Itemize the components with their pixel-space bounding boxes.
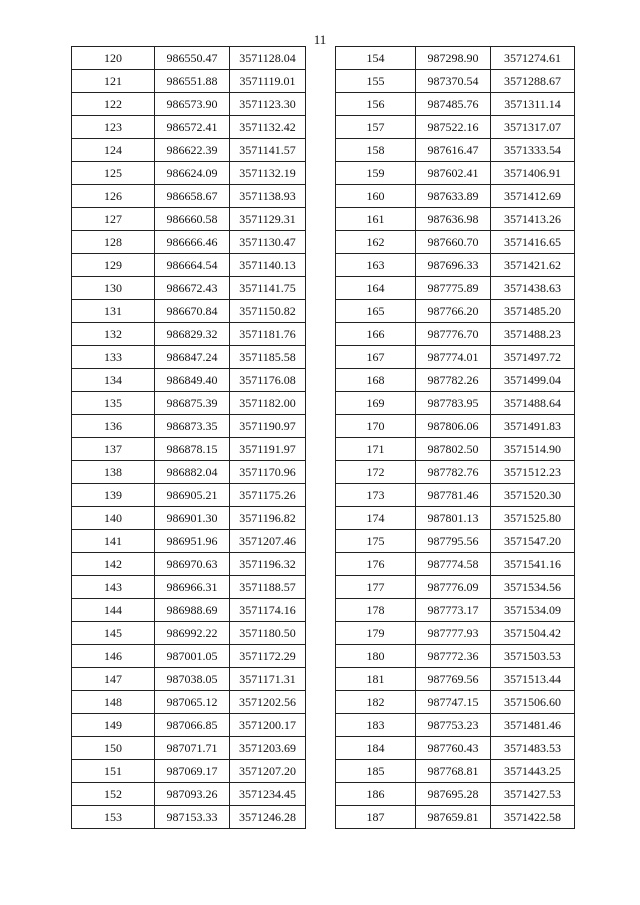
table-row <box>72 70 306 93</box>
x-coordinate-cell: 987775.89 <box>416 277 491 300</box>
point-number-cell: 166 <box>336 323 416 346</box>
y-coordinate-cell: 3571196.32 <box>230 553 306 576</box>
point-number-cell: 159 <box>336 162 416 185</box>
point-number-cell: 127 <box>72 208 155 231</box>
point-number-cell: 152 <box>72 783 155 806</box>
x-coordinate-cell: 986672.43 <box>155 277 230 300</box>
x-coordinate-cell: 986551.88 <box>155 70 230 93</box>
table-row <box>336 162 575 185</box>
point-number-cell: 153 <box>72 806 155 829</box>
x-coordinate-cell: 987774.01 <box>416 346 491 369</box>
table-row <box>72 231 306 254</box>
table-row <box>336 300 575 323</box>
point-number-cell: 186 <box>336 783 416 806</box>
y-coordinate-cell: 3571181.76 <box>230 323 306 346</box>
x-coordinate-cell: 986849.40 <box>155 369 230 392</box>
y-coordinate-cell: 3571485.20 <box>491 300 575 323</box>
point-number-cell: 145 <box>72 622 155 645</box>
point-number-cell: 126 <box>72 185 155 208</box>
table-row <box>336 415 575 438</box>
table-row <box>72 760 306 783</box>
x-coordinate-cell: 986875.39 <box>155 392 230 415</box>
table-row <box>72 530 306 553</box>
y-coordinate-cell: 3571274.61 <box>491 47 575 70</box>
x-coordinate-cell: 987806.06 <box>416 415 491 438</box>
point-number-cell: 148 <box>72 691 155 714</box>
table-row <box>72 438 306 461</box>
y-coordinate-cell: 3571175.26 <box>230 484 306 507</box>
point-number-cell: 144 <box>72 599 155 622</box>
y-coordinate-cell: 3571534.09 <box>491 599 575 622</box>
y-coordinate-cell: 3571541.16 <box>491 553 575 576</box>
y-coordinate-cell: 3571506.60 <box>491 691 575 714</box>
y-coordinate-cell: 3571130.47 <box>230 231 306 254</box>
point-number-cell: 121 <box>72 70 155 93</box>
x-coordinate-cell: 987485.76 <box>416 93 491 116</box>
x-coordinate-cell: 987773.17 <box>416 599 491 622</box>
table-row <box>336 231 575 254</box>
x-coordinate-cell: 987038.05 <box>155 668 230 691</box>
x-coordinate-cell: 987616.47 <box>416 139 491 162</box>
x-coordinate-cell: 987774.58 <box>416 553 491 576</box>
x-coordinate-cell: 986951.96 <box>155 530 230 553</box>
y-coordinate-cell: 3571246.28 <box>230 806 306 829</box>
y-coordinate-cell: 3571128.04 <box>230 47 306 70</box>
point-number-cell: 160 <box>336 185 416 208</box>
point-number-cell: 161 <box>336 208 416 231</box>
y-coordinate-cell: 3571202.56 <box>230 691 306 714</box>
point-number-cell: 128 <box>72 231 155 254</box>
y-coordinate-cell: 3571185.58 <box>230 346 306 369</box>
x-coordinate-cell: 986573.90 <box>155 93 230 116</box>
y-coordinate-cell: 3571491.83 <box>491 415 575 438</box>
table-row <box>336 139 575 162</box>
y-coordinate-cell: 3571138.93 <box>230 185 306 208</box>
y-coordinate-cell: 3571497.72 <box>491 346 575 369</box>
x-coordinate-cell: 986992.22 <box>155 622 230 645</box>
y-coordinate-cell: 3571132.19 <box>230 162 306 185</box>
y-coordinate-cell: 3571182.00 <box>230 392 306 415</box>
y-coordinate-cell: 3571406.91 <box>491 162 575 185</box>
table-row <box>336 553 575 576</box>
x-coordinate-cell: 986550.47 <box>155 47 230 70</box>
x-coordinate-cell: 986670.84 <box>155 300 230 323</box>
point-number-cell: 136 <box>72 415 155 438</box>
x-coordinate-cell: 987769.56 <box>416 668 491 691</box>
table-row <box>336 668 575 691</box>
y-coordinate-cell: 3571170.96 <box>230 461 306 484</box>
x-coordinate-cell: 986878.15 <box>155 438 230 461</box>
table-row <box>72 346 306 369</box>
x-coordinate-cell: 987782.76 <box>416 461 491 484</box>
y-coordinate-cell: 3571207.20 <box>230 760 306 783</box>
table-row <box>336 484 575 507</box>
x-coordinate-cell: 986660.58 <box>155 208 230 231</box>
y-coordinate-cell: 3571514.90 <box>491 438 575 461</box>
y-coordinate-cell: 3571141.75 <box>230 277 306 300</box>
y-coordinate-cell: 3571174.16 <box>230 599 306 622</box>
x-coordinate-cell: 986664.54 <box>155 254 230 277</box>
x-coordinate-cell: 987772.36 <box>416 645 491 668</box>
x-coordinate-cell: 987777.93 <box>416 622 491 645</box>
table-row <box>336 530 575 553</box>
point-number-cell: 156 <box>336 93 416 116</box>
y-coordinate-cell: 3571188.57 <box>230 576 306 599</box>
table-row <box>72 93 306 116</box>
table-row <box>72 162 306 185</box>
x-coordinate-cell: 986572.41 <box>155 116 230 139</box>
point-number-cell: 135 <box>72 392 155 415</box>
table-row <box>336 714 575 737</box>
y-coordinate-cell: 3571200.17 <box>230 714 306 737</box>
x-coordinate-cell: 986658.67 <box>155 185 230 208</box>
x-coordinate-cell: 986966.31 <box>155 576 230 599</box>
x-coordinate-cell: 986873.35 <box>155 415 230 438</box>
y-coordinate-cell: 3571140.13 <box>230 254 306 277</box>
table-row <box>72 277 306 300</box>
y-coordinate-cell: 3571413.26 <box>491 208 575 231</box>
point-number-cell: 157 <box>336 116 416 139</box>
y-coordinate-cell: 3571333.54 <box>491 139 575 162</box>
table-row <box>72 484 306 507</box>
x-coordinate-cell: 987776.09 <box>416 576 491 599</box>
x-coordinate-cell: 987602.41 <box>416 162 491 185</box>
y-coordinate-cell: 3571171.31 <box>230 668 306 691</box>
point-number-cell: 124 <box>72 139 155 162</box>
point-number-cell: 142 <box>72 553 155 576</box>
x-coordinate-cell: 986905.21 <box>155 484 230 507</box>
x-coordinate-cell: 987065.12 <box>155 691 230 714</box>
y-coordinate-cell: 3571488.64 <box>491 392 575 415</box>
y-coordinate-cell: 3571483.53 <box>491 737 575 760</box>
table-row <box>336 185 575 208</box>
y-coordinate-cell: 3571525.80 <box>491 507 575 530</box>
x-coordinate-cell: 986624.09 <box>155 162 230 185</box>
x-coordinate-cell: 987069.17 <box>155 760 230 783</box>
coordinates-table-right <box>335 46 575 829</box>
point-number-cell: 169 <box>336 392 416 415</box>
x-coordinate-cell: 987522.16 <box>416 116 491 139</box>
y-coordinate-cell: 3571503.53 <box>491 645 575 668</box>
point-number-cell: 171 <box>336 438 416 461</box>
table-row <box>336 576 575 599</box>
x-coordinate-cell: 987660.70 <box>416 231 491 254</box>
y-coordinate-cell: 3571547.20 <box>491 530 575 553</box>
table-row <box>72 507 306 530</box>
y-coordinate-cell: 3571203.69 <box>230 737 306 760</box>
x-coordinate-cell: 987753.23 <box>416 714 491 737</box>
y-coordinate-cell: 3571141.57 <box>230 139 306 162</box>
y-coordinate-cell: 3571150.82 <box>230 300 306 323</box>
y-coordinate-cell: 3571119.01 <box>230 70 306 93</box>
table-row <box>72 415 306 438</box>
point-number-cell: 179 <box>336 622 416 645</box>
x-coordinate-cell: 987768.81 <box>416 760 491 783</box>
y-coordinate-cell: 3571207.46 <box>230 530 306 553</box>
y-coordinate-cell: 3571190.97 <box>230 415 306 438</box>
table-row <box>336 461 575 484</box>
y-coordinate-cell: 3571422.58 <box>491 806 575 829</box>
y-coordinate-cell: 3571176.08 <box>230 369 306 392</box>
table-row <box>336 47 575 70</box>
x-coordinate-cell: 987066.85 <box>155 714 230 737</box>
point-number-cell: 125 <box>72 162 155 185</box>
table-row <box>336 208 575 231</box>
point-number-cell: 137 <box>72 438 155 461</box>
y-coordinate-cell: 3571196.82 <box>230 507 306 530</box>
y-coordinate-cell: 3571172.29 <box>230 645 306 668</box>
table-row <box>72 806 306 829</box>
point-number-cell: 120 <box>72 47 155 70</box>
point-number-cell: 130 <box>72 277 155 300</box>
table-row <box>336 369 575 392</box>
table-row <box>336 70 575 93</box>
table-row <box>336 806 575 829</box>
table-row <box>336 760 575 783</box>
point-number-cell: 184 <box>336 737 416 760</box>
table-row <box>72 208 306 231</box>
point-number-cell: 177 <box>336 576 416 599</box>
table-row <box>72 116 306 139</box>
point-number-cell: 129 <box>72 254 155 277</box>
point-number-cell: 176 <box>336 553 416 576</box>
table-row <box>72 323 306 346</box>
y-coordinate-cell: 3571488.23 <box>491 323 575 346</box>
x-coordinate-cell: 986901.30 <box>155 507 230 530</box>
x-coordinate-cell: 987071.71 <box>155 737 230 760</box>
y-coordinate-cell: 3571311.14 <box>491 93 575 116</box>
point-number-cell: 178 <box>336 599 416 622</box>
x-coordinate-cell: 986988.69 <box>155 599 230 622</box>
point-number-cell: 139 <box>72 484 155 507</box>
point-number-cell: 134 <box>72 369 155 392</box>
point-number-cell: 172 <box>336 461 416 484</box>
table-row <box>72 783 306 806</box>
table-row <box>72 599 306 622</box>
table-row <box>336 277 575 300</box>
table-row <box>72 139 306 162</box>
y-coordinate-cell: 3571288.67 <box>491 70 575 93</box>
y-coordinate-cell: 3571129.31 <box>230 208 306 231</box>
point-number-cell: 173 <box>336 484 416 507</box>
y-coordinate-cell: 3571504.42 <box>491 622 575 645</box>
y-coordinate-cell: 3571499.04 <box>491 369 575 392</box>
point-number-cell: 132 <box>72 323 155 346</box>
point-number-cell: 170 <box>336 415 416 438</box>
table-row <box>336 507 575 530</box>
point-number-cell: 182 <box>336 691 416 714</box>
y-coordinate-cell: 3571520.30 <box>491 484 575 507</box>
y-coordinate-cell: 3571180.50 <box>230 622 306 645</box>
y-coordinate-cell: 3571123.30 <box>230 93 306 116</box>
table-row <box>72 553 306 576</box>
point-number-cell: 149 <box>72 714 155 737</box>
point-number-cell: 164 <box>336 277 416 300</box>
table-row <box>72 645 306 668</box>
point-number-cell: 158 <box>336 139 416 162</box>
point-number-cell: 146 <box>72 645 155 668</box>
point-number-cell: 175 <box>336 530 416 553</box>
point-number-cell: 131 <box>72 300 155 323</box>
y-coordinate-cell: 3571427.53 <box>491 783 575 806</box>
y-coordinate-cell: 3571512.23 <box>491 461 575 484</box>
point-number-cell: 123 <box>72 116 155 139</box>
point-number-cell: 141 <box>72 530 155 553</box>
table-row <box>72 691 306 714</box>
x-coordinate-cell: 986829.32 <box>155 323 230 346</box>
y-coordinate-cell: 3571513.44 <box>491 668 575 691</box>
point-number-cell: 147 <box>72 668 155 691</box>
x-coordinate-cell: 987747.15 <box>416 691 491 714</box>
table-row <box>336 737 575 760</box>
point-number-cell: 180 <box>336 645 416 668</box>
table-row <box>336 116 575 139</box>
point-number-cell: 150 <box>72 737 155 760</box>
y-coordinate-cell: 3571412.69 <box>491 185 575 208</box>
table-row <box>72 737 306 760</box>
x-coordinate-cell: 987633.89 <box>416 185 491 208</box>
x-coordinate-cell: 987760.43 <box>416 737 491 760</box>
table-row <box>336 645 575 668</box>
y-coordinate-cell: 3571534.56 <box>491 576 575 599</box>
point-number-cell: 155 <box>336 70 416 93</box>
y-coordinate-cell: 3571416.65 <box>491 231 575 254</box>
table-row <box>336 93 575 116</box>
x-coordinate-cell: 987802.50 <box>416 438 491 461</box>
x-coordinate-cell: 986970.63 <box>155 553 230 576</box>
point-number-cell: 133 <box>72 346 155 369</box>
point-number-cell: 185 <box>336 760 416 783</box>
table-row <box>72 254 306 277</box>
table-row <box>72 185 306 208</box>
table-row <box>72 714 306 737</box>
table-row <box>336 783 575 806</box>
table-row <box>72 622 306 645</box>
y-coordinate-cell: 3571191.97 <box>230 438 306 461</box>
y-coordinate-cell: 3571317.07 <box>491 116 575 139</box>
x-coordinate-cell: 987370.54 <box>416 70 491 93</box>
point-number-cell: 174 <box>336 507 416 530</box>
y-coordinate-cell: 3571443.25 <box>491 760 575 783</box>
point-number-cell: 165 <box>336 300 416 323</box>
page-number: 11 <box>313 32 327 47</box>
point-number-cell: 183 <box>336 714 416 737</box>
table-row <box>336 691 575 714</box>
y-coordinate-cell: 3571481.46 <box>491 714 575 737</box>
point-number-cell: 140 <box>72 507 155 530</box>
x-coordinate-cell: 986882.04 <box>155 461 230 484</box>
table-row <box>336 254 575 277</box>
table-row <box>72 369 306 392</box>
y-coordinate-cell: 3571234.45 <box>230 783 306 806</box>
x-coordinate-cell: 987782.26 <box>416 369 491 392</box>
x-coordinate-cell: 987781.46 <box>416 484 491 507</box>
x-coordinate-cell: 987659.81 <box>416 806 491 829</box>
table-row <box>72 461 306 484</box>
point-number-cell: 162 <box>336 231 416 254</box>
table-row <box>72 576 306 599</box>
table-row <box>336 438 575 461</box>
table-row <box>72 668 306 691</box>
x-coordinate-cell: 987298.90 <box>416 47 491 70</box>
point-number-cell: 154 <box>336 47 416 70</box>
x-coordinate-cell: 987001.05 <box>155 645 230 668</box>
point-number-cell: 138 <box>72 461 155 484</box>
x-coordinate-cell: 987153.33 <box>155 806 230 829</box>
table-row <box>72 47 306 70</box>
x-coordinate-cell: 986622.39 <box>155 139 230 162</box>
table-row <box>336 392 575 415</box>
table-row <box>72 392 306 415</box>
point-number-cell: 151 <box>72 760 155 783</box>
point-number-cell: 181 <box>336 668 416 691</box>
x-coordinate-cell: 987093.26 <box>155 783 230 806</box>
x-coordinate-cell: 986847.24 <box>155 346 230 369</box>
point-number-cell: 122 <box>72 93 155 116</box>
table-row <box>336 346 575 369</box>
point-number-cell: 163 <box>336 254 416 277</box>
table-row <box>336 323 575 346</box>
point-number-cell: 167 <box>336 346 416 369</box>
table-row <box>336 599 575 622</box>
x-coordinate-cell: 986666.46 <box>155 231 230 254</box>
x-coordinate-cell: 987636.98 <box>416 208 491 231</box>
x-coordinate-cell: 987696.33 <box>416 254 491 277</box>
table-row <box>336 622 575 645</box>
point-number-cell: 187 <box>336 806 416 829</box>
x-coordinate-cell: 987783.95 <box>416 392 491 415</box>
x-coordinate-cell: 987776.70 <box>416 323 491 346</box>
x-coordinate-cell: 987766.20 <box>416 300 491 323</box>
point-number-cell: 143 <box>72 576 155 599</box>
x-coordinate-cell: 987695.28 <box>416 783 491 806</box>
y-coordinate-cell: 3571438.63 <box>491 277 575 300</box>
y-coordinate-cell: 3571421.62 <box>491 254 575 277</box>
x-coordinate-cell: 987795.56 <box>416 530 491 553</box>
x-coordinate-cell: 987801.13 <box>416 507 491 530</box>
coordinates-table-left <box>71 46 306 829</box>
y-coordinate-cell: 3571132.42 <box>230 116 306 139</box>
table-row <box>72 300 306 323</box>
point-number-cell: 168 <box>336 369 416 392</box>
